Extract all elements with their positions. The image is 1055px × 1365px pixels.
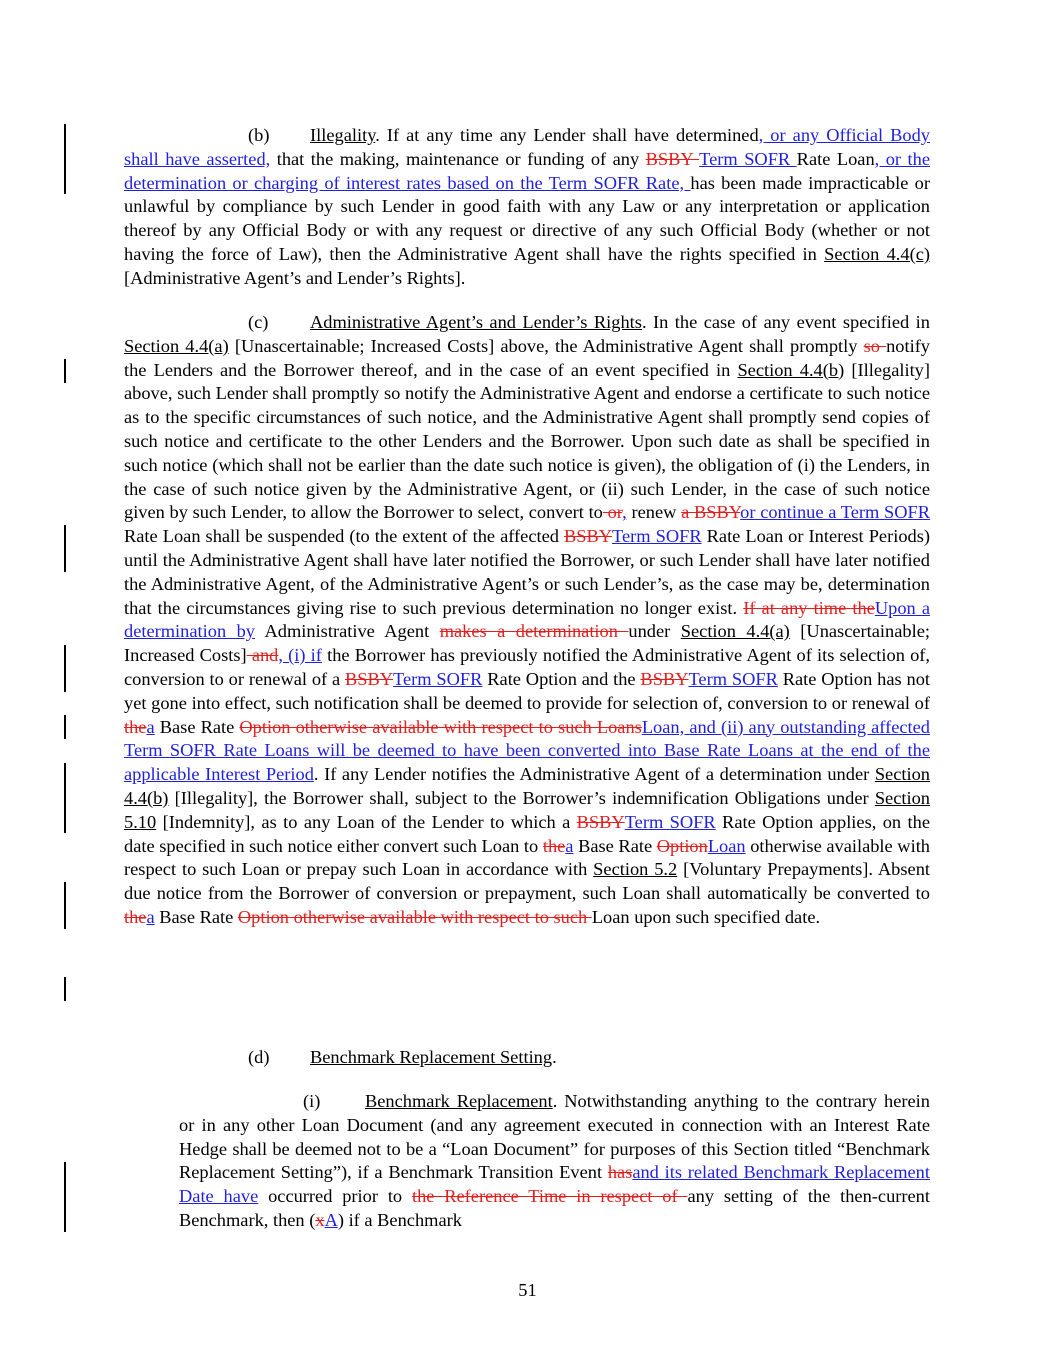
body-text: any setting of the then-current Benchmark, then ( [179,1186,930,1230]
paragraph-d-heading [248,1046,557,1070]
inserted-text: Upon a determination by [124,597,930,642]
inserted-text: Term SOFR [624,811,716,832]
deleted-text: BSBY [576,811,625,832]
inserted-text: Term SOFR [393,668,483,689]
body-text: [Illegality] above, such Lender shall promptly so notify the Administrative Agent and endorse a certificate to such notice as to the specific circumstances of such notice, and the Administrative Agent shall promptly send copies of such notice and certificate to the other Lenders and the Borrower. Upon such date as shall be specified in such notice (which shall not be earlier than the date such notice is given), the obligation of (i) the Lenders, in the case of such notice given by the Administrative Agent, or (ii) such Lender, in the case of such notice given by such Lender, to allow the Borrower to select, convert to [124,359,930,523]
body-text: [Illegality], the Borrower shall, subject to the Borrower’s indemnification Obligations under [168,787,875,808]
section-reference: Section 4.4(b) [737,359,845,380]
change-bar [64,359,66,383]
inserted-text: , (i) if [278,645,322,666]
deleted-text: BSBY [563,526,613,547]
section-reference: Section 4.4(a) [680,621,790,642]
body-text: has been made impracticable or unlawful by compliance by such Lender in good faith with any Law or any interpretation or application thereof by any Official Body or with any request or directive of any such Official Body (whether or not having the force of Law), then the Administrative Agent shall have the rights specified in [124,172,930,264]
change-bar [64,977,66,1001]
section-heading: Benchmark Replacement Setting [310,1047,553,1067]
body-text: [Unascertainable; Increased Costs] [124,621,930,666]
body-text: Base Rate [573,835,657,856]
body-text: otherwise available with respect to such Loan or prepay such Loan in accordance with [124,835,931,880]
deleted-text: Option otherwise available with respect to such Loans [239,716,642,737]
body-text: [Unascertainable; Increased Costs] above, the Administrative Agent shall promptly [228,335,864,356]
deleted-text: and [246,645,279,666]
deleted-text: BSBY [645,148,700,169]
body-text: Rate Loan [796,148,875,169]
body-text: . Notwithstanding anything to the contrary herein or in any other Loan Document (and any agreement executed in connection with an Interest Rate Hedge shall be deemed not to be a “Loan Document” for purposes of this Section titled “Benchmark Replacement Setting”), if a Benchmark Transition Event [179,1091,930,1183]
section-heading: Benchmark Replacement [365,1091,553,1111]
inserted-text: a [146,716,155,737]
paragraph-label: (c) [248,312,269,332]
deleted-text: the Reference Time in respect of [411,1186,688,1207]
change-bar [64,645,66,692]
deleted-text: If at any time the [743,597,875,618]
paragraph-label: (b) [248,125,270,145]
body-text: occurred prior to [258,1186,412,1207]
body-text: under [628,621,681,642]
change-bar [64,1162,66,1232]
section-heading: Illegality [310,125,376,145]
body-text: . If any Lender notifies the Administrative Agent of a determination under [313,764,875,785]
body-text: Rate Option has not yet gone into effect, such notification shall be deemed to provide for selection of, conversion to or renewal of [124,668,930,713]
section-reference: Section 5.10 [124,787,930,832]
inserted-text: Term SOFR [688,668,778,689]
inserted-text: Term SOFR [699,148,797,169]
inserted-text: Term SOFR [612,526,702,547]
deleted-text: the [124,906,147,927]
paragraph-label: (i) [303,1091,321,1111]
paragraph-label: (d) [248,1047,270,1067]
paragraph-d-i-benchmark-replacement [179,1090,930,1233]
deleted-text: has [607,1162,633,1183]
change-bar [64,525,66,572]
body-text: Base Rate [154,906,238,927]
deleted-text: a BSBY [681,502,741,523]
inserted-text: , [622,502,627,523]
deleted-text: the [124,716,147,737]
body-text: Rate Option applies, on the date specified in such notice either convert such Loan to [124,811,930,856]
body-text: the Borrower has previously notified the Administrative Agent of its selection of, conversion to or renewal of a [124,645,930,689]
deleted-text: or [602,502,623,523]
section-reference: Section 5.2 [593,859,678,880]
body-text: . If at any time any Lender shall have determined [375,125,759,145]
body-text: Base Rate [154,716,240,737]
body-text: [Indemnity], as to any Loan of the Lender to which a [156,811,577,832]
deleted-text: the [542,835,566,856]
paragraph-c-agent-rights [124,311,930,930]
body-text: Rate Option and the [482,668,641,689]
deleted-text: BSBY [345,668,394,689]
inserted-text: a [146,906,155,927]
change-bar [64,124,66,194]
paragraph-b-illegality [124,124,930,291]
inserted-text: Loan [707,835,746,856]
deleted-text: x [315,1209,325,1230]
body-text: . [552,1047,557,1067]
inserted-text: Loan, and (ii) any outstanding affected Term SOFR Rate Loans will be deemed to have been converted into Base Rate Loans at the end of the applicable Interest Period [124,716,930,785]
body-text: notify the Lenders and the Borrower thereof, and in the case of an event specified in [124,335,931,380]
deleted-text: makes a determination [439,621,629,642]
deleted-text: Option otherwise available with respect to such [237,906,592,927]
body-text: Administrative Agent [255,621,440,642]
body-text: ) if a Benchmark [337,1209,462,1230]
inserted-text: , or any Official Body shall have asserted, [124,125,930,169]
body-text: Loan upon such specified date. [591,906,821,927]
inserted-text: and its related Benchmark Replacement Date have [179,1162,930,1207]
body-text: Rate Loan or Interest Periods) until the Administrative Agent shall have later notified the Borrower, or such Lender shall have later notified the Administrative Agent, of the Administrative Agent’s or such Lender’s, as the case may be, determination that the circumstances giving rise to such previous determination no longer exist. [124,526,930,618]
deleted-text: Option [656,835,708,856]
inserted-text: a [565,835,574,856]
deleted-text: so [863,335,887,356]
body-text: Rate Loan shall be suspended (to the extent of the affected [124,526,564,547]
page-number: 51 [518,1280,537,1300]
inserted-text: or continue a Term SOFR [740,502,930,523]
change-bar [64,882,66,929]
inserted-text: , or the determination or charging of interest rates based on the Term SOFR Rate, [124,148,930,193]
section-reference: Section 4.4(c) [824,243,930,264]
change-bar [64,763,66,833]
body-text: renew [626,502,682,523]
section-reference: Section 4.4(a) [124,335,229,356]
body-text: [Administrative Agent’s and Lender’s Rights]. [124,267,466,288]
inserted-text: A [324,1209,338,1230]
section-reference: Section 4.4(b) [124,764,930,808]
body-text: [Voluntary Prepayments]. Absent due notice from the Borrower of conversion or prepayment, such Loan shall automatically be converted to [124,859,931,904]
section-heading: Administrative Agent’s and Lender’s Rights [310,312,642,332]
body-text: that the making, maintenance or funding of any [270,148,646,169]
deleted-text: BSBY [640,668,689,689]
body-text: . In the case of any event specified in [641,312,930,332]
change-bar [64,715,66,739]
